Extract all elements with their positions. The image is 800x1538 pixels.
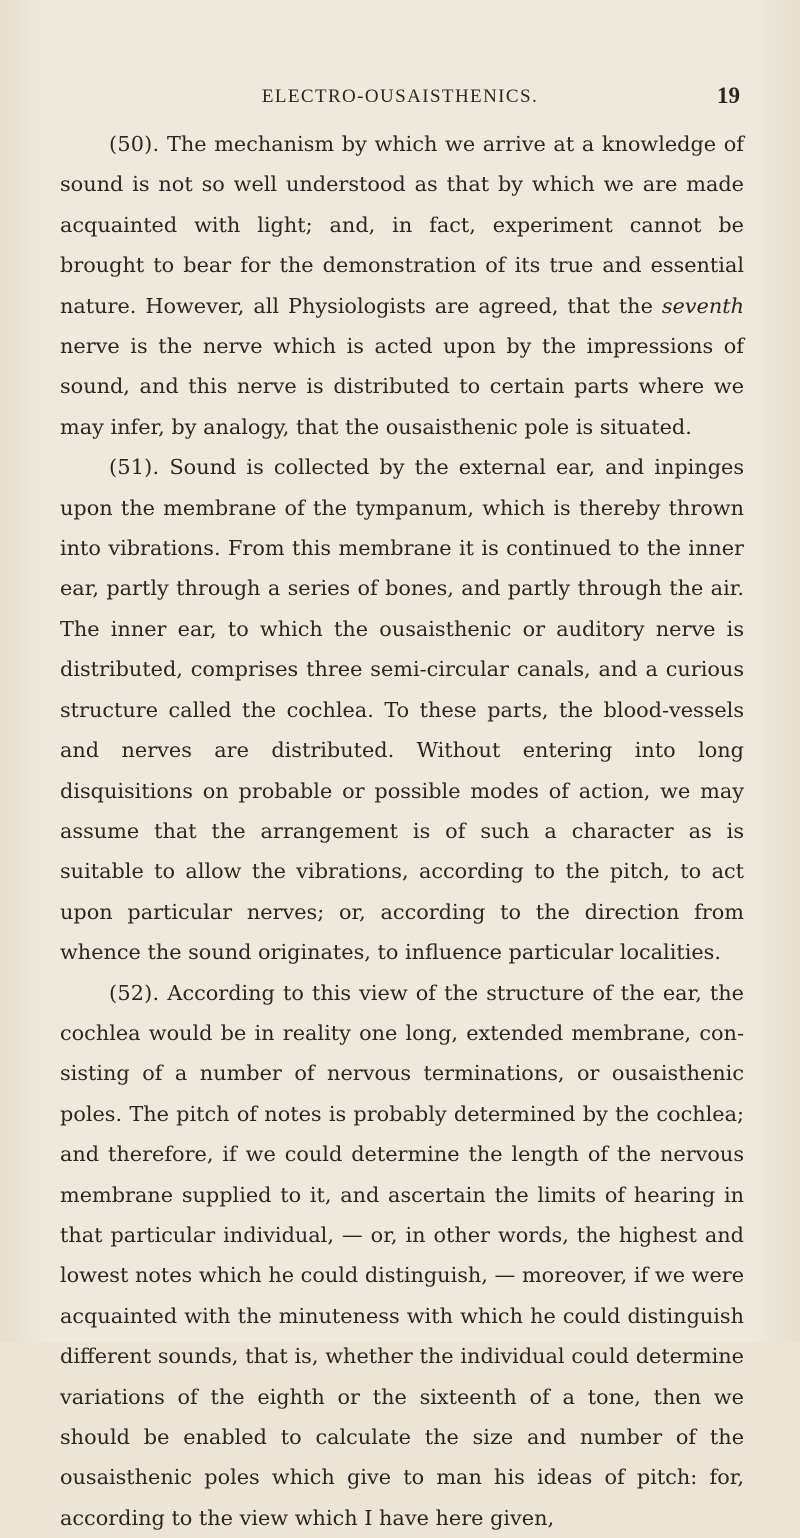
page-header (60, 83, 740, 116)
paragraph-number: (52). (109, 980, 160, 1005)
paragraph-text: According to this view of the structure of the ear, the cochlea would be in reality one long, extended membrane, consisting of a number of nervous terminations, or ousaisthenic poles. The pitch of notes is probably determined by the cochlea; and therefore, if we could determine the length of the nervous membrane supplied to it, and ascertain the limits of hearing in that particular individual, — or, in other words, the highest and lowest notes which he could distinguish, — moreover, if we were acquainted with the minuteness with which he could distinguish different sounds, that is, whether the individual could determine variations of the eighth or the sixteenth of a tone, then we should be enabled to calculate the size and number of the ousaisthenic poles which give to man his ideas of pitch: for, according to the view which I have here given, (60, 980, 744, 1530)
running-title: ELECTRO-OUSAISTHENICS. (261, 86, 539, 107)
paragraph-text: Sound is collected by the external ear, and inpinges upon the membrane of the tympanum, which is thereby thrown into vibrations. From this membrane it is continued to the inner ear, partly through a series of bones, and partly through the air. The inner ear, to which the ousaisthenic or auditory nerve is distributed, comprises three semi-circular canals, and a curious structure called the cochlea. To these parts, the blood-vessels and nerves are distributed. Without entering into long disquisitions on probable or possible modes of action, we may assume that the arrangement is of such a character as is suitable to allow the vibrations, according to the pitch, to act upon particular nerves; or, according to the direction from whence the sound originates, to influence particular localities. (60, 455, 744, 965)
paragraph-text: The mechanism by which we arrive at a knowledge of sound is not so well understood as that by which we are made acquainted with light; and, in fact, experiment cannot be brought to bear for the demonstration of its true and essential nature. However, all Physiologists are agreed, that the (60, 132, 744, 318)
paragraph-number: (51). (109, 455, 160, 480)
paragraph-52 (60, 973, 744, 1538)
page-number: 19 (717, 83, 740, 108)
paragraph-51 (60, 447, 744, 972)
body-text (60, 124, 744, 1538)
paragraph-number: (50). (109, 132, 160, 156)
emphasized-word: seventh (661, 293, 744, 318)
paragraph-text: nerve is the nerve which is acted upon by the impressions of sound, and this nerve is distributed to certain parts where we may infer, by analogy, that the ousaisthenic pole is situated. (60, 334, 744, 439)
paragraph-50 (60, 124, 744, 447)
